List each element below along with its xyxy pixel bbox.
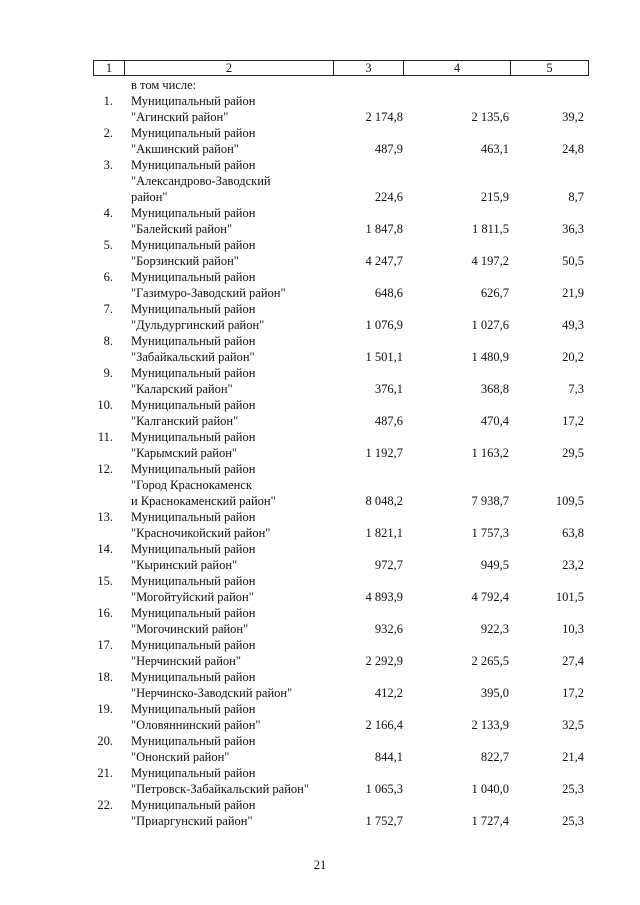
column-header-2: 2 bbox=[125, 61, 334, 76]
table-row-line bbox=[0, 621, 640, 637]
row-name-line: "Каларский район" bbox=[131, 382, 233, 396]
table-row-line bbox=[0, 541, 640, 557]
table-row-line bbox=[0, 605, 640, 621]
row-value-col5: 25,3 bbox=[562, 782, 584, 796]
row-name-line: Муниципальный район bbox=[131, 462, 256, 476]
row-value-col4: 7 938,7 bbox=[471, 494, 509, 508]
row-number: 3. bbox=[103, 158, 113, 172]
row-value-col4: 463,1 bbox=[480, 142, 509, 156]
row-name-line: "Калганский район" bbox=[131, 414, 239, 428]
table-row-line bbox=[0, 157, 640, 173]
row-name-line: Муниципальный район bbox=[131, 734, 256, 748]
table-row-line bbox=[0, 813, 640, 829]
table-row-line bbox=[0, 653, 640, 669]
row-value-col3: 4 247,7 bbox=[365, 254, 403, 268]
table-row-line bbox=[0, 237, 640, 253]
page-number: 21 bbox=[313, 858, 327, 872]
row-value-col5: 7,3 bbox=[568, 382, 584, 396]
row-number: 13. bbox=[97, 510, 113, 524]
row-name-line: "Город Краснокаменск bbox=[131, 478, 252, 492]
row-number: 6. bbox=[103, 270, 113, 284]
row-value-col5: 27,4 bbox=[562, 654, 584, 668]
row-value-col5: 101,5 bbox=[555, 590, 584, 604]
row-name-line: Муниципальный район bbox=[131, 574, 256, 588]
table-row-line bbox=[0, 301, 640, 317]
row-name-line: "Агинский район" bbox=[131, 110, 229, 124]
row-name-line: Муниципальный район bbox=[131, 606, 256, 620]
row-value-col4: 1 480,9 bbox=[471, 350, 509, 364]
row-value-col5: 32,5 bbox=[562, 718, 584, 732]
row-name-line: Муниципальный район bbox=[131, 270, 256, 284]
table-row-line bbox=[0, 365, 640, 381]
table-row-line bbox=[0, 781, 640, 797]
row-value-col4: 922,3 bbox=[480, 622, 509, 636]
row-value-col4: 215,9 bbox=[480, 190, 509, 204]
row-name-line: Муниципальный район bbox=[131, 238, 256, 252]
table-row-line bbox=[0, 285, 640, 301]
row-value-col5: 21,4 bbox=[562, 750, 584, 764]
row-value-col4: 2 265,5 bbox=[471, 654, 509, 668]
row-value-col4: 822,7 bbox=[480, 750, 509, 764]
row-number: 1. bbox=[103, 94, 113, 108]
row-value-col4: 395,0 bbox=[480, 686, 509, 700]
row-name-line: "Дульдургинский район" bbox=[131, 318, 265, 332]
row-number: 7. bbox=[103, 302, 113, 316]
row-value-col3: 1 076,9 bbox=[365, 318, 403, 332]
row-value-col3: 8 048,2 bbox=[365, 494, 403, 508]
table-row-line bbox=[0, 445, 640, 461]
row-name-line: Муниципальный район bbox=[131, 670, 256, 684]
row-name-line: "Балейский район" bbox=[131, 222, 233, 236]
row-value-col5: 17,2 bbox=[562, 686, 584, 700]
row-value-col5: 10,3 bbox=[562, 622, 584, 636]
table-row-line bbox=[0, 669, 640, 685]
row-value-col3: 4 893,9 bbox=[365, 590, 403, 604]
row-number: 9. bbox=[103, 366, 113, 380]
row-value-col3: 224,6 bbox=[374, 190, 403, 204]
row-value-col4: 470,4 bbox=[480, 414, 509, 428]
table-row-line bbox=[0, 509, 640, 525]
row-value-col5: 29,5 bbox=[562, 446, 584, 460]
row-number: 22. bbox=[97, 798, 113, 812]
row-name-line: Муниципальный район bbox=[131, 798, 256, 812]
row-number: 20. bbox=[97, 734, 113, 748]
table-row-line bbox=[0, 333, 640, 349]
row-value-col4: 1 727,4 bbox=[471, 814, 509, 828]
row-number: 15. bbox=[97, 574, 113, 588]
row-name-line: Муниципальный район bbox=[131, 94, 256, 108]
row-value-col4: 1 163,2 bbox=[471, 446, 509, 460]
row-name-line: "Александрово-Заводский bbox=[131, 174, 271, 188]
intro-text: в том числе: bbox=[131, 78, 197, 92]
table-row-line bbox=[0, 397, 640, 413]
row-value-col4: 626,7 bbox=[480, 286, 509, 300]
table-row-line bbox=[0, 525, 640, 541]
row-name-line: "Кыринский район" bbox=[131, 558, 238, 572]
table-row-line bbox=[0, 701, 640, 717]
row-value-col5: 17,2 bbox=[562, 414, 584, 428]
row-value-col3: 2 166,4 bbox=[365, 718, 403, 732]
row-value-col5: 21,9 bbox=[562, 286, 584, 300]
row-name-line: "Забайкальский район" bbox=[131, 350, 255, 364]
table-row-line bbox=[0, 317, 640, 333]
row-value-col3: 972,7 bbox=[374, 558, 403, 572]
table-row-line bbox=[0, 413, 640, 429]
row-value-col4: 1 040,0 bbox=[471, 782, 509, 796]
row-number: 17. bbox=[97, 638, 113, 652]
table-row-line bbox=[0, 477, 640, 493]
row-number: 5. bbox=[103, 238, 113, 252]
table-row-line bbox=[0, 205, 640, 221]
row-value-col3: 1 192,7 bbox=[365, 446, 403, 460]
row-number: 16. bbox=[97, 606, 113, 620]
row-value-col5: 36,3 bbox=[562, 222, 584, 236]
table-row-line bbox=[0, 493, 640, 509]
row-value-col4: 949,5 bbox=[480, 558, 509, 572]
row-name-line: "Могойтуйский район" bbox=[131, 590, 254, 604]
table-row-line bbox=[0, 461, 640, 477]
row-name-line: и Краснокаменский район" bbox=[131, 494, 276, 508]
column-header-table bbox=[93, 60, 589, 76]
row-value-col3: 932,6 bbox=[374, 622, 403, 636]
row-name-line: "Красночикойский район" bbox=[131, 526, 271, 540]
column-header-5: 5 bbox=[511, 61, 589, 76]
row-value-col5: 20,2 bbox=[562, 350, 584, 364]
row-value-col5: 25,3 bbox=[562, 814, 584, 828]
row-name-line: "Оловяннинский район" bbox=[131, 718, 261, 732]
row-number: 18. bbox=[97, 670, 113, 684]
table-row-line bbox=[0, 557, 640, 573]
row-name-line: Муниципальный район bbox=[131, 510, 256, 524]
row-value-col5: 8,7 bbox=[568, 190, 584, 204]
row-name-line: Муниципальный район bbox=[131, 766, 256, 780]
row-value-col4: 2 135,6 bbox=[471, 110, 509, 124]
row-name-line: "Петровск-Забайкальский район" bbox=[131, 782, 309, 796]
table-row-line bbox=[0, 349, 640, 365]
row-value-col4: 1 811,5 bbox=[471, 222, 509, 236]
row-value-col3: 844,1 bbox=[374, 750, 403, 764]
table-row-line bbox=[0, 269, 640, 285]
row-value-col5: 63,8 bbox=[562, 526, 584, 540]
row-name-line: Муниципальный район bbox=[131, 158, 256, 172]
table-row-line bbox=[0, 765, 640, 781]
table-row-line bbox=[0, 221, 640, 237]
row-number: 12. bbox=[97, 462, 113, 476]
row-name-line: Муниципальный район bbox=[131, 702, 256, 716]
row-value-col4: 4 197,2 bbox=[471, 254, 509, 268]
row-name-line: "Нерчинско-Заводский район" bbox=[131, 686, 293, 700]
table-row-line bbox=[0, 429, 640, 445]
column-header-3: 3 bbox=[334, 61, 404, 76]
row-value-col3: 1 821,1 bbox=[365, 526, 403, 540]
row-value-col5: 39,2 bbox=[562, 110, 584, 124]
table-row-line bbox=[0, 589, 640, 605]
table-row-line bbox=[0, 797, 640, 813]
row-value-col5: 24,8 bbox=[562, 142, 584, 156]
column-header-row bbox=[94, 61, 589, 76]
row-name-line: Муниципальный район bbox=[131, 638, 256, 652]
row-name-line: "Газимуро-Заводский район" bbox=[131, 286, 286, 300]
row-name-line: Муниципальный район bbox=[131, 206, 256, 220]
table-row-line bbox=[0, 125, 640, 141]
row-number: 10. bbox=[97, 398, 113, 412]
row-value-col3: 1 065,3 bbox=[365, 782, 403, 796]
row-number: 8. bbox=[103, 334, 113, 348]
row-name-line: Муниципальный район bbox=[131, 366, 256, 380]
row-name-line: "Карымский район" bbox=[131, 446, 238, 460]
row-value-col3: 648,6 bbox=[374, 286, 403, 300]
table-row-line bbox=[0, 685, 640, 701]
table-row-line bbox=[0, 189, 640, 205]
row-value-col4: 1 027,6 bbox=[471, 318, 509, 332]
row-value-col3: 487,9 bbox=[374, 142, 403, 156]
row-name-line: Муниципальный район bbox=[131, 542, 256, 556]
row-name-line: Муниципальный район bbox=[131, 302, 256, 316]
table-row-line bbox=[0, 749, 640, 765]
row-value-col5: 50,5 bbox=[562, 254, 584, 268]
row-number: 2. bbox=[103, 126, 113, 140]
row-value-col3: 412,2 bbox=[374, 686, 403, 700]
row-value-col3: 1 847,8 bbox=[365, 222, 403, 236]
row-value-col4: 2 133,9 bbox=[471, 718, 509, 732]
row-name-line: Муниципальный район bbox=[131, 398, 256, 412]
intro-line bbox=[0, 77, 640, 93]
row-name-line: Муниципальный район bbox=[131, 430, 256, 444]
table-row-line bbox=[0, 141, 640, 157]
row-value-col3: 1 501,1 bbox=[365, 350, 403, 364]
row-name-line: Муниципальный район bbox=[131, 334, 256, 348]
row-number: 21. bbox=[97, 766, 113, 780]
table-row-line bbox=[0, 381, 640, 397]
row-name-line: "Нерчинский район" bbox=[131, 654, 241, 668]
row-value-col4: 1 757,3 bbox=[471, 526, 509, 540]
table-row-line bbox=[0, 573, 640, 589]
row-value-col3: 487,6 bbox=[374, 414, 403, 428]
row-name-line: район" bbox=[131, 190, 168, 204]
table-row-line bbox=[0, 109, 640, 125]
table-row-line bbox=[0, 173, 640, 189]
row-value-col5: 109,5 bbox=[555, 494, 584, 508]
row-name-line: "Ононский район" bbox=[131, 750, 230, 764]
row-name-line: Муниципальный район bbox=[131, 126, 256, 140]
row-number: 19. bbox=[97, 702, 113, 716]
row-value-col3: 1 752,7 bbox=[365, 814, 403, 828]
column-header-4: 4 bbox=[404, 61, 511, 76]
row-value-col4: 4 792,4 bbox=[471, 590, 509, 604]
table-row-line bbox=[0, 717, 640, 733]
table-row-line bbox=[0, 253, 640, 269]
row-value-col3: 2 174,8 bbox=[365, 110, 403, 124]
row-number: 11. bbox=[97, 430, 113, 444]
row-value-col3: 2 292,9 bbox=[365, 654, 403, 668]
row-name-line: "Могочинский район" bbox=[131, 622, 249, 636]
row-number: 14. bbox=[97, 542, 113, 556]
row-name-line: "Приаргунский район" bbox=[131, 814, 253, 828]
row-value-col4: 368,8 bbox=[480, 382, 509, 396]
row-number: 4. bbox=[103, 206, 113, 220]
row-name-line: "Борзинский район" bbox=[131, 254, 239, 268]
table-row-line bbox=[0, 93, 640, 109]
row-name-line: "Акшинский район" bbox=[131, 142, 239, 156]
table-row-line bbox=[0, 733, 640, 749]
row-value-col5: 23,2 bbox=[562, 558, 584, 572]
column-header-1: 1 bbox=[94, 61, 125, 76]
table-row-line bbox=[0, 637, 640, 653]
row-value-col3: 376,1 bbox=[374, 382, 403, 396]
row-value-col5: 49,3 bbox=[562, 318, 584, 332]
